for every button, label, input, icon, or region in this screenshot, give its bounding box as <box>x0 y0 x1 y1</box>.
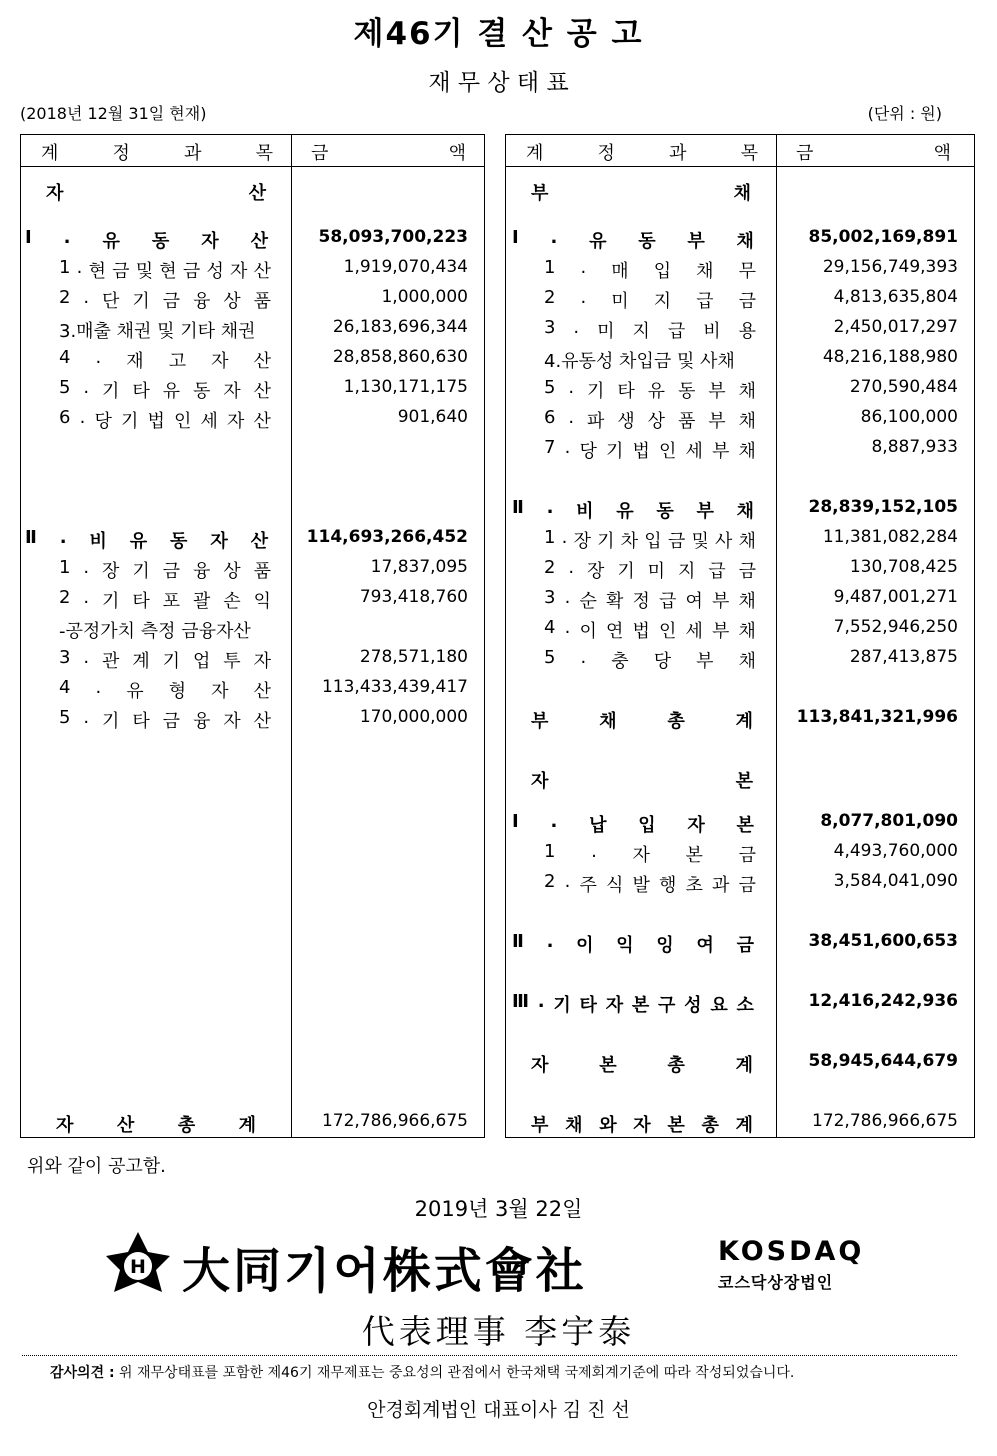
account-amount: 172,786,966,675 <box>811 1111 958 1131</box>
account-amount: 1,130,171,175 <box>343 377 468 397</box>
account-label: 자 본 총 계 <box>531 1055 753 1076</box>
account-label: 6 . 당 기 법 인 세 자 산 <box>59 407 271 432</box>
header-char: 계 <box>41 143 59 164</box>
kosdaq-logo: KOSDAQ <box>718 1236 865 1267</box>
audit-text: 위 재무상태표를 포함한 제46기 재무제표는 중요성의 관점에서 한국채택 국제회계기준에 따라 작성되었습니다. <box>114 1365 795 1381</box>
account-amount: 2,450,017,297 <box>833 317 958 337</box>
table-row <box>506 585 974 615</box>
table-row <box>506 1109 974 1139</box>
account-amount: 8,887,933 <box>871 437 958 457</box>
account-label: 2 . 단 기 금 융 상 품 <box>59 287 271 312</box>
account-amount: 58,093,700,223 <box>318 227 468 247</box>
page-subtitle: 재 무 상 태 표 <box>428 70 569 96</box>
account-label: Ⅰ . 유 동 부 채 <box>512 227 754 252</box>
account-label: Ⅰ . 납 입 자 본 <box>512 811 754 836</box>
table-row <box>506 315 974 345</box>
table-row <box>506 225 974 255</box>
table-row <box>21 405 484 435</box>
header-char: 계 <box>526 143 544 164</box>
liabilities-equity-table <box>505 134 975 1138</box>
account-amount: 58,945,644,679 <box>808 1051 958 1071</box>
table-row <box>21 315 484 345</box>
account-label: 4 . 재 고 자 산 <box>59 347 271 372</box>
account-amount: 793,418,760 <box>359 587 468 607</box>
account-label: -공정가치 측정 금융자산 <box>59 621 251 642</box>
table-row <box>506 495 974 525</box>
table-row <box>506 839 974 869</box>
header-account <box>41 139 273 165</box>
account-label: Ⅱ . 이 익 잉 여 금 <box>512 931 754 956</box>
account-label: 1 . 장 기 차 입 금 및 사 채 <box>544 527 756 552</box>
account-amount: 270,590,484 <box>849 377 958 397</box>
account-amount: 12,416,242,936 <box>808 991 958 1011</box>
company-logo-block <box>100 1230 900 1300</box>
header-char: 액 <box>448 143 466 164</box>
account-label: 2 . 미 지 급 금 <box>544 287 756 312</box>
account-amount: 114,693,266,452 <box>306 527 468 547</box>
account-amount: 1,919,070,434 <box>343 257 468 277</box>
header-char: 액 <box>933 143 951 164</box>
header-char: 금 <box>311 143 329 164</box>
header-char: 목 <box>740 143 758 164</box>
header-char: 과 <box>669 143 687 164</box>
header-amount <box>311 139 466 165</box>
account-label: 3.매출 채권 및 기타 채권 <box>59 321 256 342</box>
audit-opinion <box>50 1362 794 1382</box>
ceo-name: 代表理事 李宇泰 <box>361 1312 636 1351</box>
account-amount: 170,000,000 <box>359 707 468 727</box>
header-char: 금 <box>796 143 814 164</box>
table-row <box>21 585 484 615</box>
account-amount: 85,002,169,891 <box>808 227 958 247</box>
assets-table <box>20 134 485 1138</box>
publication-date: 2019년 3월 22일 <box>414 1197 583 1221</box>
table-header <box>21 135 484 167</box>
account-label: 1 . 현 금 및 현 금 성 자 산 <box>59 257 271 282</box>
section-label <box>531 179 751 205</box>
table-row <box>21 555 484 585</box>
table-row <box>21 645 484 675</box>
table-row <box>506 285 974 315</box>
account-label: 5 . 기 타 유 동 자 산 <box>59 377 271 402</box>
account-label: 5 . 기 타 금 융 자 산 <box>59 707 271 732</box>
table-row <box>506 255 974 285</box>
table-row <box>21 225 484 255</box>
account-label: 1 . 자 본 금 <box>544 841 756 866</box>
audit-label: 감사의견 : <box>50 1365 115 1381</box>
account-label: 2 . 기 타 포 괄 손 익 <box>59 587 271 612</box>
section-label <box>46 179 266 205</box>
account-label: 4 . 유 형 자 산 <box>59 677 271 702</box>
table-row <box>506 405 974 435</box>
account-amount: 7,552,946,250 <box>833 617 958 637</box>
table-row <box>506 645 974 675</box>
account-label: 1 . 매 입 채 무 <box>544 257 756 282</box>
account-label: 3 . 순 확 정 급 여 부 채 <box>544 587 756 612</box>
account-label: Ⅲ . 기 타 자 본 구 성 요 소 <box>512 991 754 1016</box>
account-amount: 48,216,188,980 <box>822 347 958 367</box>
section-title <box>21 177 484 207</box>
account-amount: 29,156,749,393 <box>822 257 958 277</box>
account-label: 6 . 파 생 상 품 부 채 <box>544 407 756 432</box>
report-date: (2018년 12월 31일 현재) <box>20 104 207 123</box>
table-row <box>506 615 974 645</box>
table-row <box>506 375 974 405</box>
header-char: 과 <box>184 143 202 164</box>
table-row <box>21 525 484 555</box>
table-row <box>506 1049 974 1079</box>
account-amount: 3,584,041,090 <box>833 871 958 891</box>
account-label: 7 . 당 기 법 인 세 부 채 <box>544 437 756 462</box>
section-char: 부 <box>531 183 549 204</box>
section-title <box>506 765 974 795</box>
table-row <box>21 1109 484 1139</box>
account-label: 3 . 관 계 기 업 투 자 <box>59 647 271 672</box>
section-char: 채 <box>733 183 751 204</box>
closing-statement: 위와 같이 공고함. <box>27 1156 166 1177</box>
table-row <box>506 555 974 585</box>
company-name: 大同기어株式會社 <box>182 1243 587 1299</box>
section-char: 본 <box>735 771 753 792</box>
currency-unit: (단위 : 원) <box>867 104 942 123</box>
table-row <box>21 375 484 405</box>
account-label: Ⅱ . 비 유 동 자 산 <box>25 527 268 552</box>
account-label: 4 . 이 연 법 인 세 부 채 <box>544 617 756 642</box>
section-char: 산 <box>248 183 266 204</box>
company-emblem-icon <box>100 1230 176 1294</box>
dotted-divider <box>22 1355 957 1356</box>
section-char: 자 <box>46 183 64 204</box>
table-row <box>506 435 974 465</box>
account-amount: 17,837,095 <box>370 557 468 577</box>
account-amount: 1,000,000 <box>381 287 468 307</box>
account-amount: 9,487,001,271 <box>833 587 958 607</box>
account-amount: 113,841,321,996 <box>796 707 958 727</box>
account-amount: 28,858,860,630 <box>332 347 468 367</box>
account-amount: 901,640 <box>397 407 468 427</box>
account-label: 2 . 주 식 발 행 초 과 금 <box>544 871 756 896</box>
account-amount: 38,451,600,653 <box>808 931 958 951</box>
header-char: 목 <box>255 143 273 164</box>
table-header <box>506 135 974 167</box>
table-row <box>21 345 484 375</box>
account-amount: 130,708,425 <box>849 557 958 577</box>
table-row <box>21 285 484 315</box>
section-title <box>506 177 974 207</box>
header-char: 정 <box>112 143 130 164</box>
header-char: 정 <box>597 143 615 164</box>
account-label: 5 . 기 타 유 동 부 채 <box>544 377 756 402</box>
header-amount <box>796 139 951 165</box>
table-row <box>506 929 974 959</box>
account-amount: 28,839,152,105 <box>808 497 958 517</box>
table-row <box>506 869 974 899</box>
table-row <box>506 705 974 735</box>
table-row <box>506 989 974 1019</box>
section-char: 자 <box>531 771 549 792</box>
account-label: 3 . 미 지 급 비 용 <box>544 317 756 342</box>
account-amount: 113,433,439,417 <box>321 677 468 697</box>
account-amount: 86,100,000 <box>860 407 958 427</box>
account-label: 5 . 충 당 부 채 <box>544 647 756 672</box>
account-amount: 8,077,801,090 <box>820 811 958 831</box>
table-row <box>21 675 484 705</box>
account-label: 자 산 총 계 <box>56 1115 256 1136</box>
table-row <box>506 525 974 555</box>
account-amount: 26,183,696,344 <box>332 317 468 337</box>
auditor-signature: 안경회계법인 대표이사 김 진 선 <box>367 1399 630 1421</box>
account-label: 부 채 총 계 <box>531 711 753 732</box>
account-label: 부 채 와 자 본 총 계 <box>531 1115 753 1136</box>
account-label: 2 . 장 기 미 지 급 금 <box>544 557 756 582</box>
account-amount: 4,493,760,000 <box>833 841 958 861</box>
account-label: Ⅱ . 비 유 동 부 채 <box>512 497 754 522</box>
account-label: Ⅰ . 유 동 자 산 <box>25 227 268 252</box>
account-amount: 4,813,635,804 <box>833 287 958 307</box>
header-account <box>526 139 758 165</box>
table-row <box>506 345 974 375</box>
table-row <box>21 255 484 285</box>
account-amount: 287,413,875 <box>849 647 958 667</box>
account-amount: 278,571,180 <box>359 647 468 667</box>
kosdaq-subtitle: 코스닥상장법인 <box>718 1273 834 1292</box>
section-label <box>531 767 753 793</box>
account-amount: 11,381,082,284 <box>822 527 958 547</box>
account-amount: 172,786,966,675 <box>321 1111 468 1131</box>
svg-text:H: H <box>130 1256 146 1278</box>
table-row <box>21 615 484 645</box>
table-row <box>506 809 974 839</box>
table-row <box>21 705 484 735</box>
account-label: 4.유동성 차입금 및 사채 <box>544 351 735 372</box>
account-label: 1 . 장 기 금 융 상 품 <box>59 557 271 582</box>
page-title: 제46기 결 산 공 고 <box>353 16 644 52</box>
